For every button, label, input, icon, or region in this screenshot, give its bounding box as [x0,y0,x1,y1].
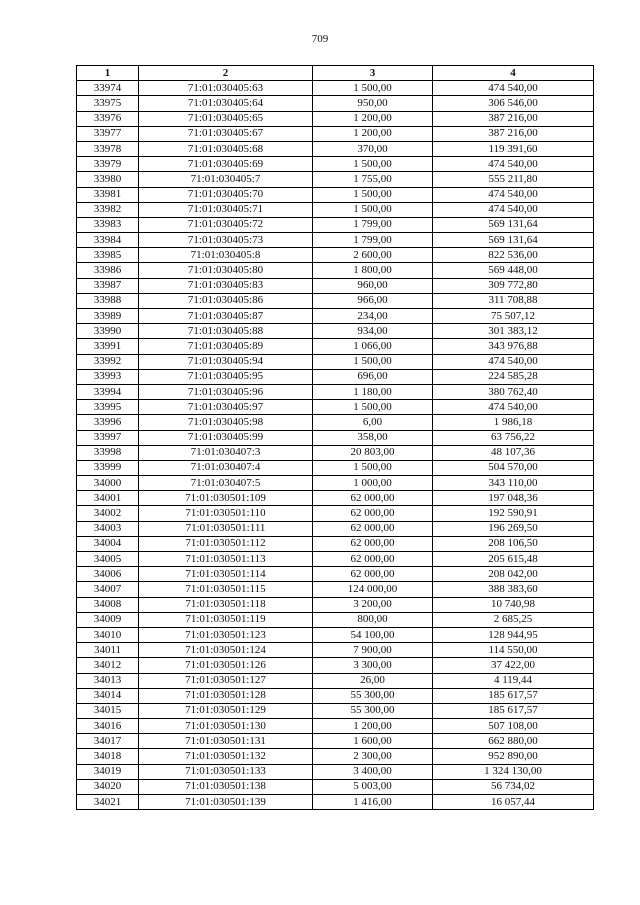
row-number-cell: 33974 [77,81,139,96]
table-row [77,658,594,673]
table-row [77,248,594,263]
table-row [77,400,594,415]
cadastral-number-cell: 71:01:030405:88 [139,324,313,339]
row-number-cell: 33984 [77,233,139,248]
table-row [77,688,594,703]
table-row [77,141,594,156]
cadastral-number-cell: 71:01:030405:87 [139,309,313,324]
value-cell: 822 536,00 [433,248,594,263]
area-cell: 1 500,00 [313,354,433,369]
value-cell: 388 383,60 [433,582,594,597]
row-number-cell: 33978 [77,141,139,156]
value-cell: 569 448,00 [433,263,594,278]
area-cell: 62 000,00 [313,567,433,582]
table-row [77,597,594,612]
row-number-cell: 34000 [77,476,139,491]
row-number-cell: 33998 [77,445,139,460]
row-number-cell: 33985 [77,248,139,263]
area-cell: 1 600,00 [313,734,433,749]
value-cell: 343 110,00 [433,476,594,491]
area-cell: 1 180,00 [313,384,433,399]
value-cell: 192 590,91 [433,506,594,521]
value-cell: 208 042,00 [433,567,594,582]
table-row [77,643,594,658]
value-cell: 387 216,00 [433,126,594,141]
table-row [77,263,594,278]
value-cell: 301 383,12 [433,324,594,339]
area-cell: 1 500,00 [313,81,433,96]
area-cell: 62 000,00 [313,506,433,521]
table-row [77,339,594,354]
row-number-cell: 33995 [77,400,139,415]
area-cell: 1 200,00 [313,719,433,734]
table-row [77,734,594,749]
area-cell: 6,00 [313,415,433,430]
column-header-3: 3 [313,66,433,81]
value-cell: 224 585,28 [433,369,594,384]
table-row [77,521,594,536]
row-number-cell: 33979 [77,157,139,172]
area-cell: 1 500,00 [313,157,433,172]
cadastral-number-cell: 71:01:030405:64 [139,96,313,111]
cadastral-number-cell: 71:01:030407:3 [139,445,313,460]
area-cell: 966,00 [313,293,433,308]
value-cell: 1 324 130,00 [433,764,594,779]
row-number-cell: 33989 [77,309,139,324]
area-cell: 20 803,00 [313,445,433,460]
table-row [77,233,594,248]
table-row [77,384,594,399]
table-row [77,795,594,810]
table-row [77,673,594,688]
area-cell: 1 799,00 [313,233,433,248]
value-cell: 208 106,50 [433,536,594,551]
value-cell: 48 107,36 [433,445,594,460]
value-cell: 474 540,00 [433,202,594,217]
table-row [77,187,594,202]
table-row [77,96,594,111]
row-number-cell: 33977 [77,126,139,141]
area-cell: 5 003,00 [313,779,433,794]
row-number-cell: 34013 [77,673,139,688]
column-header-2: 2 [139,66,313,81]
table-row [77,460,594,475]
row-number-cell: 34021 [77,795,139,810]
row-number-cell: 33986 [77,263,139,278]
cadastral-number-cell: 71:01:030405:80 [139,263,313,278]
cadastral-number-cell: 71:01:030407:4 [139,460,313,475]
cadastral-number-cell: 71:01:030405:65 [139,111,313,126]
cadastral-number-cell: 71:01:030405:86 [139,293,313,308]
table-row [77,81,594,96]
value-cell: 119 391,60 [433,141,594,156]
area-cell: 62 000,00 [313,552,433,567]
cadastral-number-cell: 71:01:030405:99 [139,430,313,445]
table-row [77,202,594,217]
cadastral-number-cell: 71:01:030501:127 [139,673,313,688]
cadastral-number-cell: 71:01:030501:124 [139,643,313,658]
row-number-cell: 33988 [77,293,139,308]
row-number-cell: 34015 [77,703,139,718]
area-cell: 960,00 [313,278,433,293]
value-cell: 343 976,88 [433,339,594,354]
area-cell: 1 200,00 [313,126,433,141]
area-cell: 800,00 [313,612,433,627]
area-cell: 1 500,00 [313,400,433,415]
row-number-cell: 34001 [77,491,139,506]
value-cell: 474 540,00 [433,354,594,369]
row-number-cell: 34009 [77,612,139,627]
table-header [77,66,594,81]
row-number-cell: 34008 [77,597,139,612]
cadastral-number-cell: 71:01:030405:68 [139,141,313,156]
area-cell: 3 200,00 [313,597,433,612]
table-row [77,779,594,794]
cadastral-number-cell: 71:01:030501:128 [139,688,313,703]
table-row [77,172,594,187]
area-cell: 1 416,00 [313,795,433,810]
area-cell: 26,00 [313,673,433,688]
row-number-cell: 34011 [77,643,139,658]
cadastral-number-cell: 71:01:030405:97 [139,400,313,415]
area-cell: 124 000,00 [313,582,433,597]
area-cell: 7 900,00 [313,643,433,658]
table-row [77,552,594,567]
row-number-cell: 33983 [77,217,139,232]
area-cell: 3 400,00 [313,764,433,779]
cadastral-number-cell: 71:01:030405:63 [139,81,313,96]
area-cell: 62 000,00 [313,491,433,506]
row-number-cell: 33990 [77,324,139,339]
cadastral-number-cell: 71:01:030405:95 [139,369,313,384]
table-row [77,719,594,734]
row-number-cell: 33982 [77,202,139,217]
table-row [77,703,594,718]
value-cell: 185 617,57 [433,688,594,703]
cadastral-number-cell: 71:01:030501:131 [139,734,313,749]
area-cell: 2 300,00 [313,749,433,764]
value-cell: 197 048,36 [433,491,594,506]
cadastral-number-cell: 71:01:030501:130 [139,719,313,734]
cadastral-number-cell: 71:01:030501:112 [139,536,313,551]
row-number-cell: 34002 [77,506,139,521]
cadastral-number-cell: 71:01:030501:118 [139,597,313,612]
value-cell: 205 615,48 [433,552,594,567]
cadastral-number-cell: 71:01:030407:5 [139,476,313,491]
row-number-cell: 33980 [77,172,139,187]
area-cell: 950,00 [313,96,433,111]
data-table [76,65,594,810]
cadastral-number-cell: 71:01:030405:67 [139,126,313,141]
row-number-cell: 33999 [77,460,139,475]
row-number-cell: 34003 [77,521,139,536]
table-row [77,324,594,339]
row-number-cell: 33996 [77,415,139,430]
cadastral-number-cell: 71:01:030501:110 [139,506,313,521]
table-row [77,749,594,764]
table-row [77,445,594,460]
value-cell: 75 507,12 [433,309,594,324]
row-number-cell: 33991 [77,339,139,354]
cadastral-number-cell: 71:01:030405:73 [139,233,313,248]
row-number-cell: 34007 [77,582,139,597]
cadastral-number-cell: 71:01:030405:83 [139,278,313,293]
table-row [77,491,594,506]
value-cell: 507 108,00 [433,719,594,734]
value-cell: 185 617,57 [433,703,594,718]
cadastral-number-cell: 71:01:030501:111 [139,521,313,536]
table-row [77,476,594,491]
area-cell: 1 500,00 [313,187,433,202]
value-cell: 569 131,64 [433,233,594,248]
area-cell: 2 600,00 [313,248,433,263]
area-cell: 1 799,00 [313,217,433,232]
value-cell: 114 550,00 [433,643,594,658]
row-number-cell: 34016 [77,719,139,734]
row-number-cell: 34010 [77,627,139,642]
value-cell: 380 762,40 [433,384,594,399]
row-number-cell: 34019 [77,764,139,779]
area-cell: 55 300,00 [313,688,433,703]
table-row [77,582,594,597]
table-row [77,309,594,324]
cadastral-number-cell: 71:01:030501:123 [139,627,313,642]
row-number-cell: 34017 [77,734,139,749]
cadastral-number-cell: 71:01:030501:133 [139,764,313,779]
row-number-cell: 34005 [77,552,139,567]
area-cell: 1 000,00 [313,476,433,491]
cadastral-number-cell: 71:01:030405:89 [139,339,313,354]
value-cell: 474 540,00 [433,157,594,172]
table-row [77,506,594,521]
table-row [77,627,594,642]
area-cell: 62 000,00 [313,521,433,536]
area-cell: 370,00 [313,141,433,156]
cadastral-number-cell: 71:01:030501:115 [139,582,313,597]
page-number: 709 [311,33,329,45]
value-cell: 196 269,50 [433,521,594,536]
row-number-cell: 33992 [77,354,139,369]
row-number-cell: 34020 [77,779,139,794]
area-cell: 3 300,00 [313,658,433,673]
value-cell: 474 540,00 [433,187,594,202]
value-cell: 569 131,64 [433,217,594,232]
area-cell: 1 066,00 [313,339,433,354]
column-header-1: 1 [77,66,139,81]
table-row [77,415,594,430]
cadastral-number-cell: 71:01:030405:7 [139,172,313,187]
value-cell: 387 216,00 [433,111,594,126]
value-cell: 4 119,44 [433,673,594,688]
table-row [77,567,594,582]
area-cell: 54 100,00 [313,627,433,642]
table-row [77,354,594,369]
row-number-cell: 33976 [77,111,139,126]
value-cell: 474 540,00 [433,400,594,415]
area-cell: 696,00 [313,369,433,384]
table-row [77,157,594,172]
value-cell: 1 986,18 [433,415,594,430]
area-cell: 1 200,00 [313,111,433,126]
table-row [77,536,594,551]
table-row [77,126,594,141]
table-row [77,369,594,384]
cadastral-number-cell: 71:01:030501:109 [139,491,313,506]
row-number-cell: 34018 [77,749,139,764]
table-row [77,430,594,445]
value-cell: 662 880,00 [433,734,594,749]
cadastral-number-cell: 71:01:030405:69 [139,157,313,172]
value-cell: 56 734,02 [433,779,594,794]
table-row [77,217,594,232]
row-number-cell: 34014 [77,688,139,703]
cadastral-number-cell: 71:01:030501:139 [139,795,313,810]
cadastral-number-cell: 71:01:030501:113 [139,552,313,567]
row-number-cell: 34012 [77,658,139,673]
cadastral-number-cell: 71:01:030405:98 [139,415,313,430]
cadastral-number-cell: 71:01:030501:138 [139,779,313,794]
table-body [77,81,594,810]
header-row [77,66,594,81]
value-cell: 474 540,00 [433,81,594,96]
table-row [77,278,594,293]
row-number-cell: 33981 [77,187,139,202]
value-cell: 311 708,88 [433,293,594,308]
row-number-cell: 33975 [77,96,139,111]
value-cell: 952 890,00 [433,749,594,764]
value-cell: 16 057,44 [433,795,594,810]
value-cell: 2 685,25 [433,612,594,627]
area-cell: 358,00 [313,430,433,445]
value-cell: 309 772,80 [433,278,594,293]
table-row [77,764,594,779]
cadastral-number-cell: 71:01:030501:126 [139,658,313,673]
area-cell: 55 300,00 [313,703,433,718]
area-cell: 62 000,00 [313,536,433,551]
area-cell: 1 800,00 [313,263,433,278]
value-cell: 306 546,00 [433,96,594,111]
cadastral-number-cell: 71:01:030405:96 [139,384,313,399]
cadastral-number-cell: 71:01:030501:129 [139,703,313,718]
cadastral-number-cell: 71:01:030501:132 [139,749,313,764]
cadastral-number-cell: 71:01:030501:119 [139,612,313,627]
row-number-cell: 33997 [77,430,139,445]
table-row [77,612,594,627]
area-cell: 1 755,00 [313,172,433,187]
area-cell: 1 500,00 [313,202,433,217]
row-number-cell: 34006 [77,567,139,582]
cadastral-number-cell: 71:01:030405:72 [139,217,313,232]
cadastral-number-cell: 71:01:030405:70 [139,187,313,202]
cadastral-number-cell: 71:01:030501:114 [139,567,313,582]
value-cell: 128 944,95 [433,627,594,642]
area-cell: 934,00 [313,324,433,339]
row-number-cell: 33994 [77,384,139,399]
value-cell: 10 740,98 [433,597,594,612]
cadastral-number-cell: 71:01:030405:8 [139,248,313,263]
row-number-cell: 33987 [77,278,139,293]
area-cell: 1 500,00 [313,460,433,475]
row-number-cell: 33993 [77,369,139,384]
cadastral-number-cell: 71:01:030405:71 [139,202,313,217]
table-row [77,111,594,126]
cadastral-number-cell: 71:01:030405:94 [139,354,313,369]
value-cell: 63 756,22 [433,430,594,445]
column-header-4: 4 [433,66,594,81]
value-cell: 37 422,00 [433,658,594,673]
value-cell: 555 211,80 [433,172,594,187]
area-cell: 234,00 [313,309,433,324]
row-number-cell: 34004 [77,536,139,551]
table-row [77,293,594,308]
value-cell: 504 570,00 [433,460,594,475]
